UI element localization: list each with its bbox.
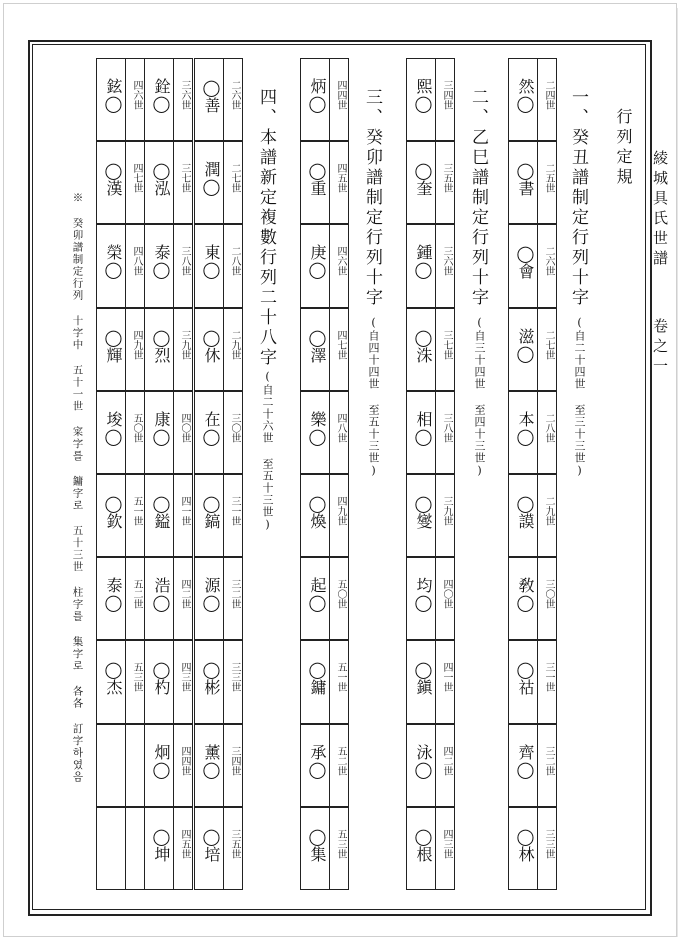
name-char: ◯集 <box>308 826 327 862</box>
name-char: ◯鏞 <box>308 660 327 696</box>
generation-label: 三一世 <box>543 662 554 693</box>
name-char: 齊◯ <box>516 743 535 779</box>
name-char: ◯鎭 <box>414 660 433 696</box>
generation-label: 四六世 <box>131 80 142 110</box>
name-char: 敎◯ <box>516 577 535 613</box>
generation-label: 四三世 <box>179 662 190 693</box>
generation-label: 四二世 <box>179 579 190 610</box>
name-char: ◯書 <box>516 161 535 197</box>
name-char: 本◯ <box>516 410 535 446</box>
generation-label: 五一世 <box>131 496 142 526</box>
name-char: ◯謨 <box>516 494 535 529</box>
generation-label: 三四世 <box>441 80 452 110</box>
name-char: 泰◯ <box>104 577 123 613</box>
generation-label: 三三世 <box>229 662 240 693</box>
generation-cell <box>125 807 145 890</box>
name-char-cell <box>96 807 126 890</box>
generation-label: 二八世 <box>229 246 240 277</box>
section-3-title: 三、癸卯譜制定行列十字 <box>362 88 382 308</box>
generation-label: 三〇世 <box>229 412 240 443</box>
generation-label: 三九世 <box>441 496 452 526</box>
footnote: ※ 癸卯譜制定行列 十字中 五十一世 寀字를 鏞字로 五十三世 柱字를 集字로 各各 訂字하였음 <box>71 192 84 783</box>
generation-label: 五三世 <box>335 828 346 859</box>
name-char: ◯根 <box>414 826 433 862</box>
generation-label: 四七世 <box>131 163 142 194</box>
section-1-range: (自二十四世 至三十三世) <box>573 316 586 478</box>
generation-label: 五三世 <box>131 662 142 693</box>
name-char: ◯澤 <box>308 327 327 363</box>
generation-label: 二九世 <box>229 329 240 360</box>
generation-label: 二七世 <box>543 329 554 360</box>
generation-cell <box>125 724 145 807</box>
generation-label: 三四世 <box>229 745 240 776</box>
name-char: 東◯ <box>202 244 221 280</box>
name-char: 埈◯ <box>104 410 123 446</box>
generation-label: 三六世 <box>441 246 452 277</box>
name-char: 榮◯ <box>104 244 123 280</box>
name-char: 相◯ <box>414 410 433 446</box>
section-4-range: (自二十六世 至五十三世) <box>261 370 274 532</box>
generation-label: 三五世 <box>441 163 452 194</box>
generation-label: 二九世 <box>543 496 554 526</box>
generation-label: 四五世 <box>179 828 190 859</box>
section-2-range: (自三十四世 至四十三世) <box>473 316 486 478</box>
generation-label: 三八世 <box>179 246 190 277</box>
name-char: ◯培 <box>202 826 221 862</box>
name-char: 浩◯ <box>152 577 171 613</box>
name-char: ◯鎰 <box>152 494 171 529</box>
name-char: 潤◯ <box>202 161 221 197</box>
generation-label: 三九世 <box>179 329 190 360</box>
generation-label: 四二世 <box>441 745 452 776</box>
name-char: ◯善 <box>202 78 221 113</box>
name-char: ◯坤 <box>152 826 171 862</box>
generation-label: 二六世 <box>543 246 554 277</box>
name-char: 熙◯ <box>414 78 433 113</box>
section-2-title: 二、乙巳譜制定行列十字 <box>468 88 488 308</box>
name-char: 鍾◯ <box>414 244 433 280</box>
generation-label: 二六世 <box>229 80 240 110</box>
name-char: 在◯ <box>202 410 221 446</box>
generation-label: 二七世 <box>229 163 240 194</box>
generation-label: 四一世 <box>179 496 190 526</box>
generation-label: 三七世 <box>179 163 190 194</box>
name-char: ◯洙 <box>414 327 433 363</box>
generation-label: 五二世 <box>131 579 142 610</box>
name-char: ◯杰 <box>104 660 123 696</box>
generation-label: 三〇世 <box>543 579 554 610</box>
name-char-cell <box>96 724 126 807</box>
generation-label: 五〇世 <box>335 579 346 610</box>
book-title: 綾城具氏世譜 <box>651 150 669 270</box>
section-4-title: 四、本譜新定複數行列二十八字 <box>256 88 276 368</box>
generation-label: 三七世 <box>441 329 452 360</box>
generation-label: 五〇世 <box>131 412 142 443</box>
generation-label: 四九世 <box>335 496 346 526</box>
generation-label: 四八世 <box>335 412 346 443</box>
generation-label: 三六世 <box>179 80 190 110</box>
name-char: 泰◯ <box>152 244 171 280</box>
name-char: ◯烈 <box>152 327 171 363</box>
name-char: ◯祜 <box>516 660 535 696</box>
generation-label: 四七世 <box>335 329 346 360</box>
name-char: 銓◯ <box>152 78 171 113</box>
name-char: ◯彬 <box>202 660 221 696</box>
generation-label: 二八世 <box>543 412 554 443</box>
generation-label: 三二世 <box>229 579 240 610</box>
volume-label: 卷之一 <box>651 318 669 378</box>
name-char: 承◯ <box>308 743 327 779</box>
name-char: ◯杓 <box>152 660 171 696</box>
generation-label: 二四世 <box>543 80 554 110</box>
name-char: 然◯ <box>516 78 535 113</box>
name-char: 起◯ <box>308 577 327 613</box>
name-char: 滋◯ <box>516 327 535 363</box>
name-char: 鉉◯ <box>104 78 123 113</box>
generation-label: 三二世 <box>543 745 554 776</box>
generation-label: 四〇世 <box>441 579 452 610</box>
generation-label: 四三世 <box>441 828 452 859</box>
generation-label: 四四世 <box>335 80 346 110</box>
name-char: ◯休 <box>202 327 221 363</box>
name-char: ◯會 <box>516 244 535 280</box>
generation-label: 四四世 <box>179 745 190 776</box>
generation-label: 四九世 <box>131 329 142 360</box>
name-char: ◯奎 <box>414 161 433 197</box>
name-char: ◯欽 <box>104 494 123 529</box>
section-1-title: 一、癸丑譜制定行列十字 <box>568 88 588 308</box>
name-char: 炯◯ <box>152 743 171 779</box>
name-char: 泳◯ <box>414 743 433 779</box>
name-char: ◯輝 <box>104 327 123 363</box>
generation-label: 四〇世 <box>179 412 190 443</box>
generation-label: 三三世 <box>543 828 554 859</box>
generation-label: 三八世 <box>441 412 452 443</box>
generation-label: 四一世 <box>441 662 452 693</box>
generation-label: 四五世 <box>335 163 346 194</box>
name-char: 樂◯ <box>308 410 327 446</box>
name-char: 薰◯ <box>202 743 221 779</box>
name-char: 康◯ <box>152 410 171 446</box>
section-3-range: (自四十四世 至五十三世) <box>367 316 380 478</box>
name-char: ◯泓 <box>152 161 171 197</box>
generation-label: 四八世 <box>131 246 142 277</box>
name-char: ◯燮 <box>414 494 433 529</box>
name-char: ◯煥 <box>308 494 327 529</box>
generation-label: 三一世 <box>229 496 240 526</box>
generation-label: 五一世 <box>335 662 346 693</box>
generation-label: 三五世 <box>229 828 240 859</box>
name-char: ◯鎬 <box>202 494 221 529</box>
generation-label: 二五世 <box>543 163 554 194</box>
generation-label: 四六世 <box>335 246 346 277</box>
name-char: 均◯ <box>414 577 433 613</box>
name-char: ◯林 <box>516 826 535 862</box>
name-char: 庚◯ <box>308 244 327 280</box>
name-char: ◯重 <box>308 161 327 197</box>
name-char: 炳◯ <box>308 78 327 113</box>
name-char: ◯漢 <box>104 161 123 197</box>
rule-title: 行列定規 <box>614 108 633 188</box>
generation-label: 五二世 <box>335 745 346 776</box>
name-char: 源◯ <box>202 577 221 613</box>
